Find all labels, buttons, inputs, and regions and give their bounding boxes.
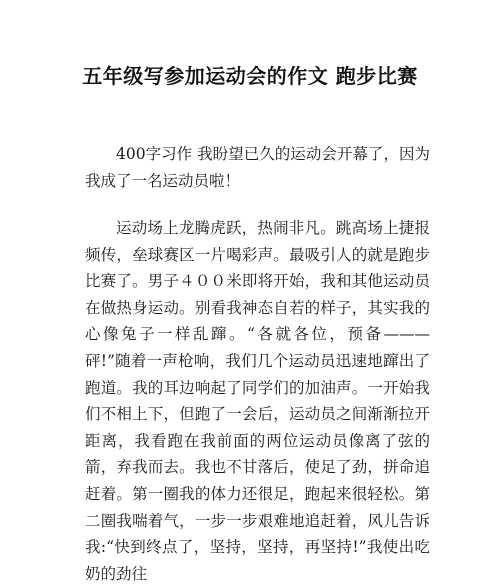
paragraph-race: 运动场上龙腾虎跃，热闹非凡。跳高场上捷报频传，垒球赛区一片喝彩声。最吸引人的就是跑步比赛了。男子４００米即将开始，我和其他运动员在做热身运动。别看我神态自若的样子，其实我的心像兔子一样乱蹿。“各就各位，预备———砰!”随着一声枪响，我们几个运动员迅速地蹿出了跑道。我的耳边响起了同学们的加油声。一开始我们不相上下，但跑了一会后，运动员之间渐渐拉开距离，我看跑在我前面的两位运动员像离了弦的箭，弃我而去。我也不甘落后，使足了劲，拼命追赶着。第一圈我的体力还很足，跑起来很轻松。第二圈我喘着气，一步一步艰难地追赶着，风儿告诉我:“快到终点了，坚持，坚持，再坚持!”我使出吃奶的劲往 <box>85 219 430 583</box>
document-title: 五年级写参加运动会的作文 跑步比赛 <box>82 64 418 88</box>
paragraph-intro: 400字习作 我盼望已久的运动会开幕了，因为我成了一名运动员啦！ <box>85 145 430 190</box>
